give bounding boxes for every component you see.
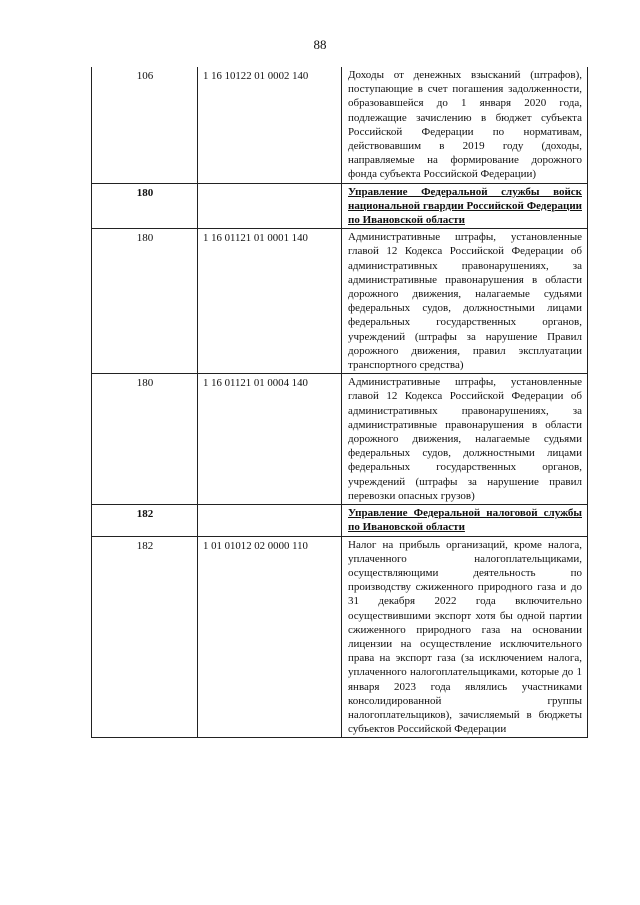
budget-code-cell: 1 16 10122 01 0002 140 [198,67,342,183]
budget-code-cell: 1 16 01121 01 0004 140 [198,374,342,505]
description-cell: Административные штрафы, установленные главой 12 Кодекса Российской Федерации об административных правонарушениях, за административные правонарушения в области дорожного движения, налагаемые судьями федеральных судов, должностными лицами федеральных государственных органов, учреждений (штрафы за нарушение Правил дорожного движения, правил эксплуатации транспортного средства) [342,229,588,374]
table-row [92,536,588,738]
table-row-section-header [92,183,588,229]
description-cell: Доходы от денежных взысканий (штрафов), поступающие в счет погашения задолженности, образовавшейся до 1 января 2020 года, подлежащие зачислению в бюджет субъекта Российской Федерации по нормативам, действовавшим в 2019 году (доходы, направляемые на формирование дорожного фонда субъекта Российской Федерации) [342,67,588,183]
section-title-cell: Управление Федеральной налоговой службы по Ивановской области [342,505,588,536]
budget-code-cell [198,505,342,536]
budget-code-cell [198,183,342,229]
admin-code-cell: 180 [92,229,198,374]
page-number: 88 [313,37,327,52]
admin-code-cell: 106 [92,67,198,183]
admin-code-cell: 180 [92,374,198,505]
budget-code-cell: 1 16 01121 01 0001 140 [198,229,342,374]
section-title-cell: Управление Федеральной службы войск национальной гвардии Российской Федерации по Ивановской области [342,183,588,229]
description-cell: Административные штрафы, установленные главой 12 Кодекса Российской Федерации об административных правонарушениях, за административные правонарушения в области дорожного движения, налагаемые судьями федеральных судов, должностными лицами федеральных государственных органов, учреждений (штрафы за нарушение правил перевозки опасных грузов) [342,374,588,505]
table-row [92,374,588,505]
admin-code-cell: 182 [92,536,198,738]
table-row [92,67,588,183]
table-row-section-header [92,505,588,536]
description-cell: Налог на прибыль организаций, кроме налога, уплаченного налогоплательщиками, осуществляющими деятельность по производству сжиженного природного газа и до 31 декабря 2022 года включительно осуществившими экспорт хотя бы одной партии сжиженного природного газа на основании лицензии на осуществление исключительного права на экспорт газа (за исключением налога, уплаченного налогоплательщиками, которые до 1 января 2023 года являлись участниками консолидированной группы налогоплательщиков), зачисляемый в бюджеты субъектов Российской Федерации [342,536,588,738]
revenue-codes-table [91,67,588,738]
table-row [92,229,588,374]
admin-code-cell: 180 [92,183,198,229]
budget-code-cell: 1 01 01012 02 0000 110 [198,536,342,738]
admin-code-cell: 182 [92,505,198,536]
